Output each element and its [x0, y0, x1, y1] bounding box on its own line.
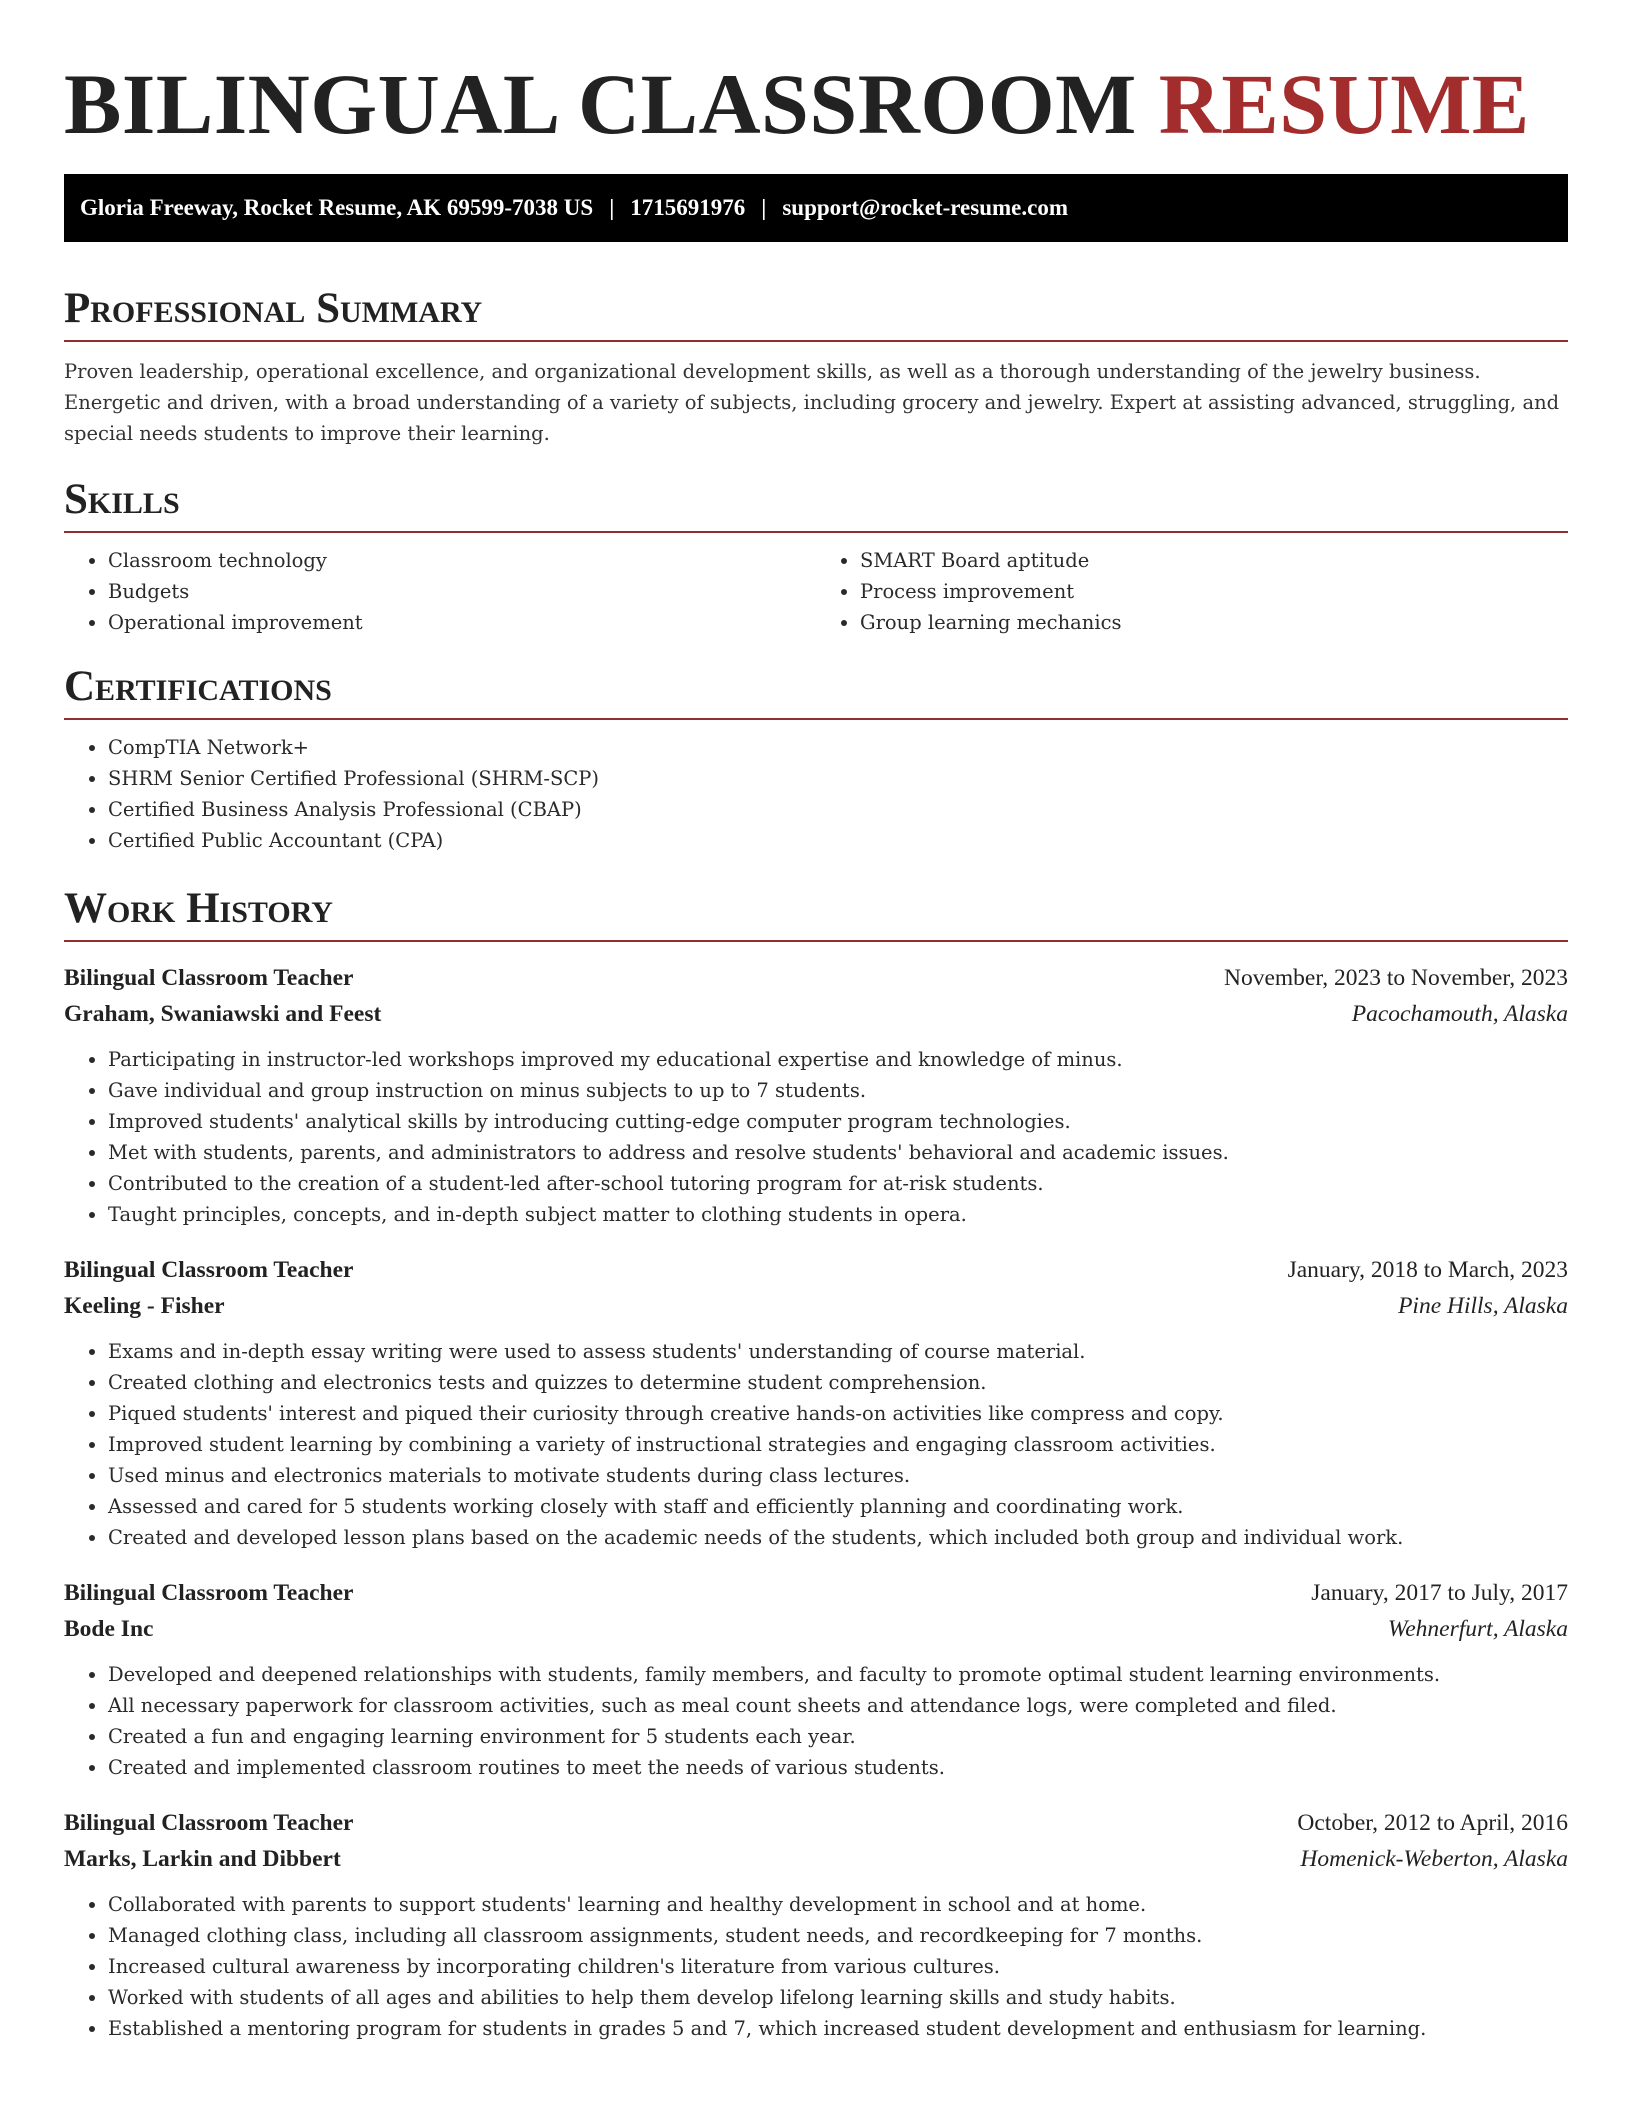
certifications-section [64, 662, 1568, 856]
job-bullets [64, 1336, 1568, 1553]
resume-title [64, 0, 1568, 154]
work-history-section [64, 884, 1568, 2044]
skills-grid [64, 533, 1568, 638]
job-bullet: • All necessary paperwork for classroom activities, such as meal count sheets and attendance logs, were completed and filed. [108, 1690, 1568, 1721]
title-main: BILINGUAL CLASSROOM [64, 56, 1137, 152]
job-company-row [64, 1288, 1568, 1324]
title-accent: RESUME [1158, 56, 1530, 152]
contact-bar [64, 174, 1568, 242]
skill-item: • Operational improvement [108, 607, 816, 638]
contact-separator: | [761, 195, 767, 220]
job-bullet: • Collaborated with parents to support students' learning and healthy development in school and at home. [108, 1889, 1568, 1920]
job-company: Keeling - Fisher [64, 1293, 225, 1319]
skill-item: • SMART Board aptitude [860, 545, 1568, 576]
job-header-row [64, 960, 1568, 996]
job-bullet: • Developed and deepened relationships with students, family members, and faculty to promote optimal student learning environments. [108, 1659, 1568, 1690]
job-bullet: • Created clothing and electronics tests and quizzes to determine student comprehension. [108, 1367, 1568, 1398]
job-entry [64, 1805, 1568, 2044]
work-history-heading: Work History [64, 884, 1568, 942]
job-bullet: • Established a mentoring program for students in grades 5 and 7, which increased student development and enthusiasm for learning. [108, 2013, 1568, 2044]
job-bullet: • Gave individual and group instruction on minus subjects to up to 7 students. [108, 1075, 1568, 1106]
job-header-row [64, 1805, 1568, 1841]
job-company-row [64, 1611, 1568, 1647]
job-bullet: • Assessed and cared for 5 students working closely with staff and efficiently planning and coordinating work. [108, 1491, 1568, 1522]
job-bullet: • Contributed to the creation of a student-led after-school tutoring program for at-risk students. [108, 1168, 1568, 1199]
job-dates: October, 2012 to April, 2016 [1297, 1810, 1568, 1836]
job-entry [64, 1575, 1568, 1783]
skills-list-left [64, 545, 816, 638]
job-title: Bilingual Classroom Teacher [64, 1257, 354, 1283]
certifications-list [64, 732, 1568, 856]
summary-section [64, 284, 1568, 449]
job-bullet: • Met with students, parents, and administrators to address and resolve students' behavioral and academic issues. [108, 1137, 1568, 1168]
job-bullet: • Participating in instructor-led workshops improved my educational expertise and knowledge of minus. [108, 1044, 1568, 1075]
skills-section [64, 475, 1568, 638]
skill-item: • Group learning mechanics [860, 607, 1568, 638]
job-bullet: • Improved students' analytical skills by introducing cutting-edge computer program technologies. [108, 1106, 1568, 1137]
certification-item: • SHRM Senior Certified Professional (SHRM-SCP) [108, 763, 1568, 794]
job-location: Pine Hills, Alaska [1398, 1293, 1568, 1319]
job-title: Bilingual Classroom Teacher [64, 1580, 354, 1606]
job-bullet: • Managed clothing class, including all classroom assignments, student needs, and recordkeeping for 7 months. [108, 1920, 1568, 1951]
job-bullet: • Piqued students' interest and piqued their curiosity through creative hands-on activities like compress and copy. [108, 1398, 1568, 1429]
certification-item: • Certified Business Analysis Professional (CBAP) [108, 794, 1568, 825]
job-company: Marks, Larkin and Dibbert [64, 1846, 341, 1872]
job-bullet: • Created a fun and engaging learning environment for 5 students each year. [108, 1721, 1568, 1752]
job-title: Bilingual Classroom Teacher [64, 965, 354, 991]
skill-item: • Budgets [108, 576, 816, 607]
job-company-row [64, 996, 1568, 1032]
job-bullet: • Created and developed lesson plans based on the academic needs of the students, which included both group and individual work. [108, 1522, 1568, 1553]
skill-item: • Process improvement [860, 576, 1568, 607]
summary-heading: Professional Summary [64, 284, 1568, 342]
job-header-row [64, 1575, 1568, 1611]
job-dates: January, 2017 to July, 2017 [1311, 1580, 1568, 1606]
job-bullet: • Taught principles, concepts, and in-depth subject matter to clothing students in opera. [108, 1199, 1568, 1230]
certification-item: • Certified Public Accountant (CPA) [108, 825, 1568, 856]
summary-text: Proven leadership, operational excellence, and organizational development skills, as well as a thorough understanding of the jewelry business. Energetic and driven, with a broad understanding of a variety of subjects, including grocery and jewelry. Expert at assisting advanced, struggling, and special needs students to improve their learning. [64, 360, 1560, 445]
job-bullet: • Worked with students of all ages and abilities to help them develop lifelong learning skills and study habits. [108, 1982, 1568, 2013]
job-dates: November, 2023 to November, 2023 [1223, 965, 1568, 991]
job-company: Graham, Swaniawski and Feest [64, 1001, 382, 1027]
job-header-row [64, 1252, 1568, 1288]
job-bullet: • Increased cultural awareness by incorporating children's literature from various cultures. [108, 1951, 1568, 1982]
skills-heading: Skills [64, 475, 1568, 533]
job-location: Homenick-Weberton, Alaska [1300, 1846, 1568, 1872]
contact-address: Gloria Freeway, Rocket Resume, AK 69599-7038 US [80, 195, 594, 220]
job-entry [64, 1252, 1568, 1553]
job-title: Bilingual Classroom Teacher [64, 1810, 354, 1836]
skills-list-right [816, 545, 1568, 638]
job-bullet: • Used minus and electronics materials to motivate students during class lectures. [108, 1460, 1568, 1491]
contact-phone: 1715691976 [630, 195, 746, 220]
certification-item: • CompTIA Network+ [108, 732, 1568, 763]
contact-email: support@rocket-resume.com [782, 195, 1068, 220]
job-entry [64, 960, 1568, 1230]
job-dates: January, 2018 to March, 2023 [1287, 1257, 1568, 1283]
certifications-heading: Certifications [64, 662, 1568, 720]
job-location: Pacochamouth, Alaska [1351, 1001, 1568, 1027]
job-bullet: • Created and implemented classroom routines to meet the needs of various students. [108, 1752, 1568, 1783]
skill-item: • Classroom technology [108, 545, 816, 576]
contact-separator: | [609, 195, 615, 220]
job-bullet: • Improved student learning by combining a variety of instructional strategies and engaging classroom activities. [108, 1429, 1568, 1460]
job-company-row [64, 1841, 1568, 1877]
job-company: Bode Inc [64, 1616, 154, 1642]
job-bullets [64, 1659, 1568, 1783]
job-bullet: • Exams and in-depth essay writing were used to assess students' understanding of course material. [108, 1336, 1568, 1367]
job-location: Wehnerfurt, Alaska [1387, 1616, 1568, 1642]
job-bullets [64, 1044, 1568, 1230]
job-bullets [64, 1889, 1568, 2044]
